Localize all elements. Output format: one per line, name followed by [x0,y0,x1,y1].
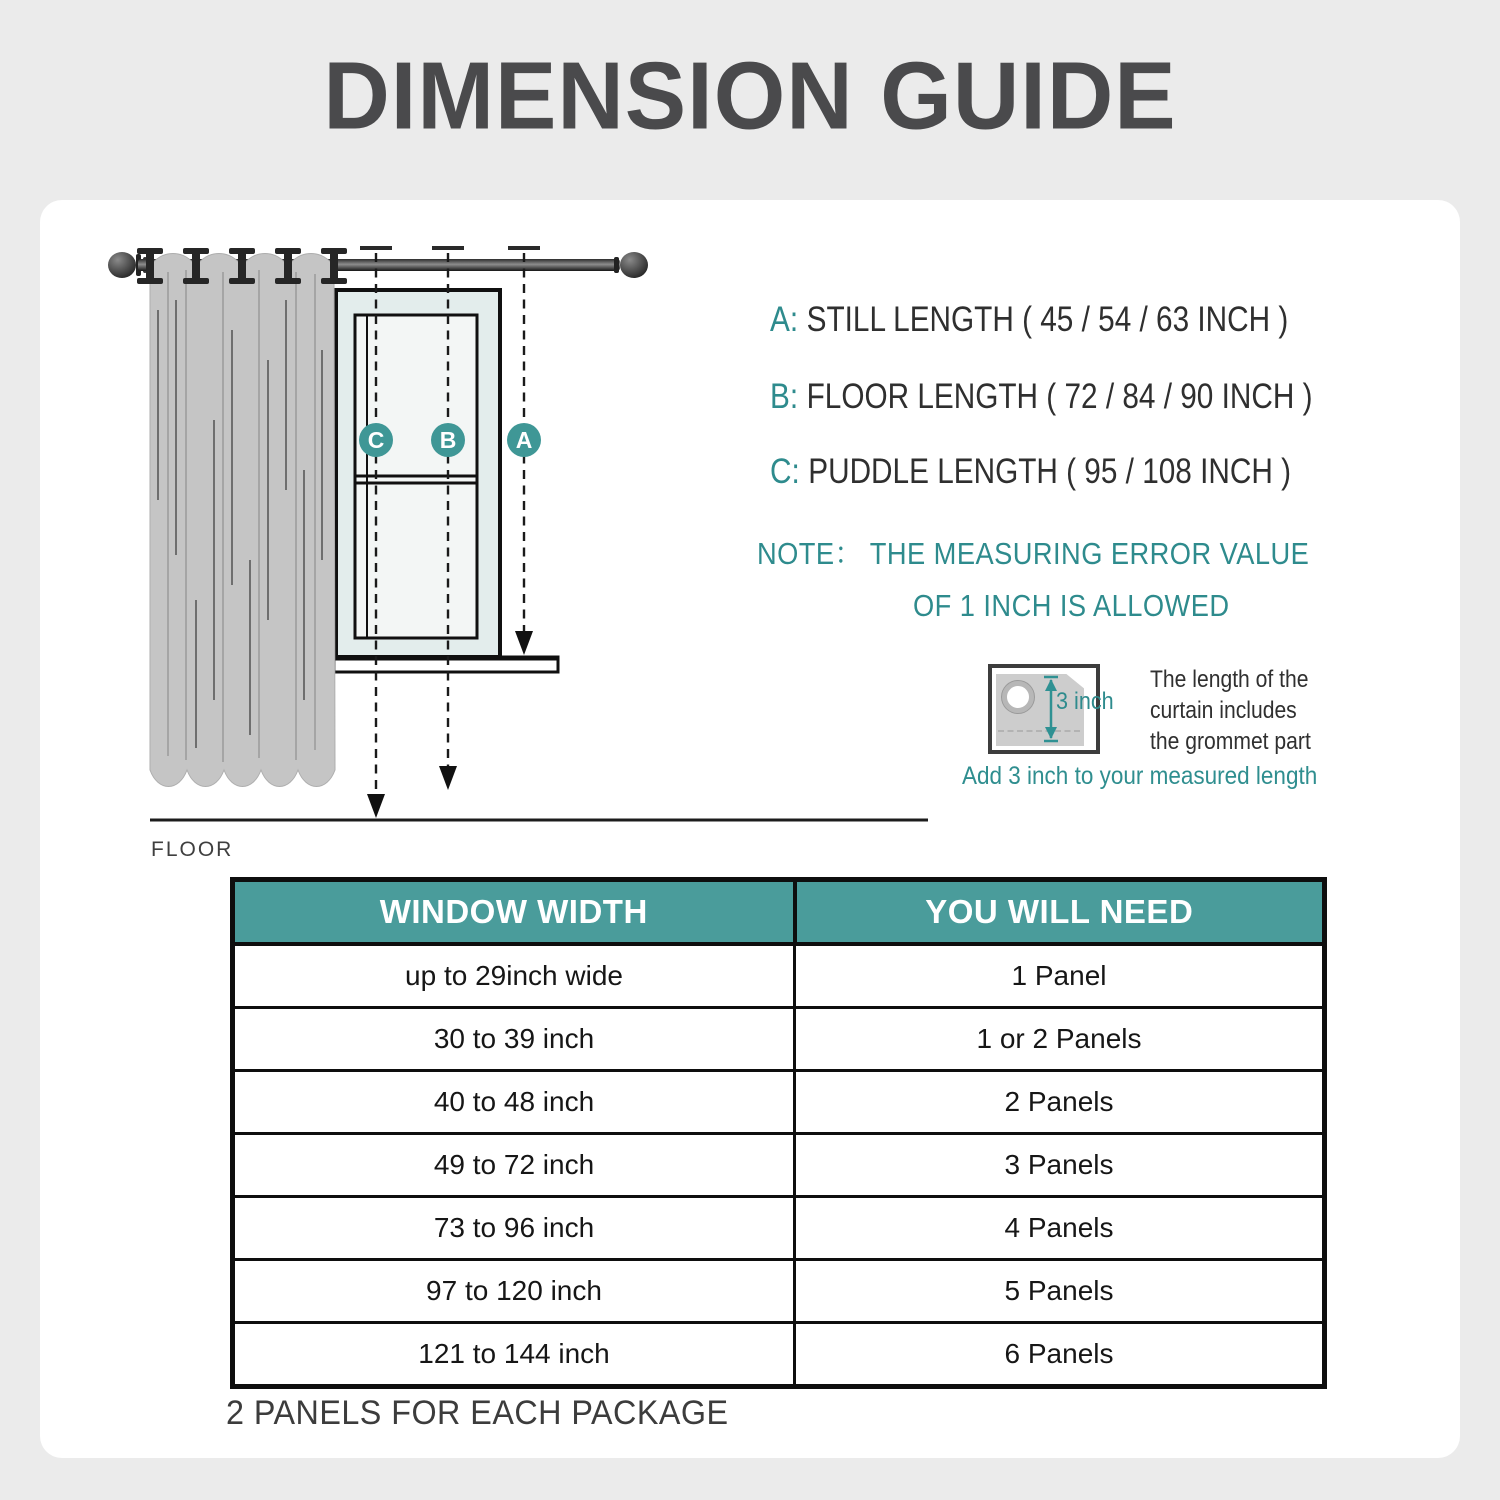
table-row [233,1260,1325,1323]
grommet-description [1150,664,1333,757]
grommet-size-label: 3 inch [1056,688,1114,715]
legend-key-c: C: [770,452,800,491]
table-cell: 49 to 72 inch [233,1134,795,1197]
table-header-row [233,880,1325,945]
table-row [233,1071,1325,1134]
table-cell: 40 to 48 inch [233,1071,795,1134]
panel-requirements-table [230,877,1327,1389]
legend-floor-length [770,377,1312,417]
table-cell: 6 Panels [795,1323,1325,1387]
table-cell: 5 Panels [795,1260,1325,1323]
badge-b-letter: B [439,427,457,453]
table-row [233,1134,1325,1197]
table-cell: 4 Panels [795,1197,1325,1260]
grommet-tip: Add 3 inch to your measured length [962,762,1318,790]
table-row [233,1008,1325,1071]
table-row [233,944,1325,1008]
table-cell: 97 to 120 inch [233,1260,795,1323]
curtain-panel [137,248,347,787]
stitch-line [998,730,1080,732]
floor-label: FLOOR [151,838,234,861]
table-cell: up to 29inch wide [233,944,795,1008]
grommet-description-line: The length of the [1150,666,1309,693]
legend-key-a: A: [770,300,799,339]
grommet-description-line: the grommet part [1150,728,1311,755]
grommet-description-line: curtain includes [1150,697,1297,724]
table-cell: 2 Panels [795,1071,1325,1134]
table-cell: 30 to 39 inch [233,1008,795,1071]
header-window-width: WINDOW WIDTH [233,880,795,945]
header-you-will-need: YOU WILL NEED [795,880,1325,945]
table-row [233,1197,1325,1260]
badge-c-letter: C [367,427,385,453]
table-cell: 1 Panel [795,944,1325,1008]
measurement-badges [359,423,541,457]
legend-puddle-length [770,452,1291,492]
table-cell: 121 to 144 inch [233,1323,795,1387]
legend-text-b: FLOOR LENGTH ( 72 / 84 / 90 INCH ) [806,377,1313,416]
table-row [233,1323,1325,1387]
note-line-2: OF 1 INCH IS ALLOWED [913,588,1230,623]
table-cell: 73 to 96 inch [233,1197,795,1260]
badge-a-letter: A [515,427,533,453]
package-note: 2 PANELS FOR EACH PACKAGE [226,1394,729,1432]
grommet-ring-icon [1002,681,1034,713]
table-cell: 3 Panels [795,1134,1325,1197]
legend-key-b: B: [770,377,799,416]
legend-text-a: STILL LENGTH ( 45 / 54 / 63 INCH ) [806,300,1289,339]
note-line-1: NOTE： THE MEASURING ERROR VALUE [757,536,1310,571]
page-title: DIMENSION GUIDE [323,43,1177,150]
legend-text-c: PUDDLE LENGTH ( 95 / 108 INCH ) [808,452,1291,491]
table-cell: 1 or 2 Panels [795,1008,1325,1071]
legend-still-length [770,300,1288,340]
